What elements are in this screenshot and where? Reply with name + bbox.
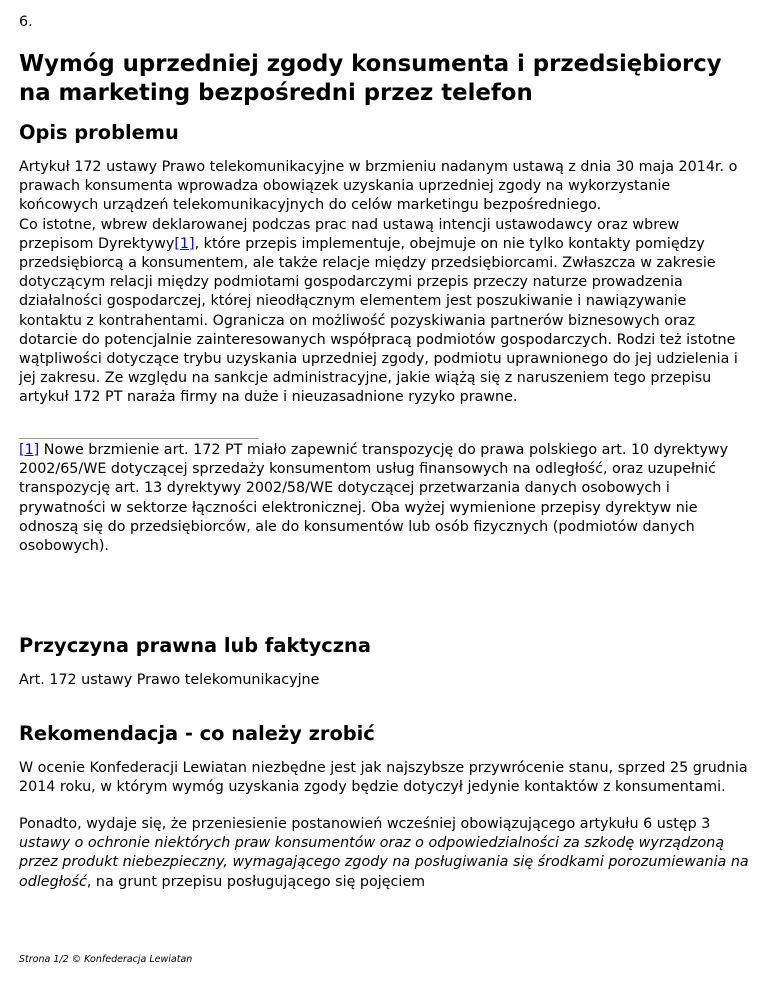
rec-text-2-italic: ustawy o ochronie niektórych praw konsumentów oraz o odpowiedzialności za szkodę wyrządzoną przez produkt niebezpieczny, wymagającego zgody na posługiwania się środkami porozumiewania na odległość	[19, 835, 749, 890]
recommendation-paragraph-1: W ocenie Konfederacji Lewiatan niezbędne jest jak najszybsze przywrócenie stanu, sprzed 25 grudnia 2014 roku, w którym wymóg uzyskania zgody będzie dotyczył jedynie kontaktów z konsumentami.	[19, 760, 748, 796]
footnote-ref-link[interactable]: [1]	[19, 442, 40, 458]
footnote	[19, 441, 749, 556]
page-footer: Strona 1/2 © Konfederacja Lewiatan	[19, 954, 193, 965]
heading-cause: Przyczyna prawna lub faktyczna	[19, 634, 371, 657]
heading-recommendation: Rekomendacja - co należy zrobić	[19, 722, 375, 745]
recommendation-paragraph-2	[19, 815, 749, 892]
page-title: Wymóg uprzedniej zgody konsumenta i przedsiębiorcy na marketing bezpośredni przez telefon	[19, 51, 722, 106]
heading-problem: Opis problemu	[19, 121, 179, 144]
problem-text-1: Artykuł 172 ustawy Prawo telekomunikacyjne w brzmieniu nadanym ustawą z dnia 30 maja 2014r. o prawach konsumenta wprowadza obowiązek uzyskania uprzedniej zgody na wykorzystanie końcowych urządzeń telekomunikacyjnych do celów marketingu bezpośredniego.	[19, 159, 738, 214]
problem-text-2a: Co istotne, wbrew deklarowanej podczas prac nad ustawą intencji ustawodawcy oraz wbrew przepisom Dyrektywy	[19, 216, 680, 252]
cause-text: Art. 172 ustawy Prawo telekomunikacyjne	[19, 672, 320, 688]
problem-text-2b: , które przepis implementuje, obejmuje on nie tylko kontakty pomiędzy przedsiębiorcą a konsumentem, ale także relacje między przedsiębiorcami. Zwłaszcza w zakresie dotyczącym relacji między podmiotami gospodarczymi przepis przeczy naturze prowadzenia działalności gospodarczej, której nieodłącznym elementem jest poszukiwanie i nawiązywanie kontaktu z kontrahentami. Ogranicza on możliwość pozyskiwania partnerów biznesowych oraz dotarcie do potencjalnie zainteresowanych współpracą podmiotów gospodarczych. Rodzi też istotne wątpliwości dotyczące trybu uzyskania uprzedniej zgody, podmiotu uprawnionego do jej udzielenia i jej zakresu. Ze względu na sankcje administracyjne, jakie wiążą się z naruszeniem tego przepisu artykuł 172 PT naraża firmy na duże i nieuzasadnione ryzyko prawne.	[19, 235, 738, 406]
rec-text-2b: , na grunt przepisu posługującego się pojęciem	[86, 873, 426, 890]
problem-paragraph	[19, 158, 749, 408]
footnote-link[interactable]: [1]	[174, 235, 195, 252]
rec-text-2a: Ponadto, wydaje się, że przeniesienie postanowień wcześniej obowiązującego artykułu 6 ustęp 3	[19, 816, 711, 832]
section-number: 6.	[19, 14, 33, 30]
footnote-text: Nowe brzmienie art. 172 PT miało zapewnić transpozycję do prawa polskiego art. 10 dyrektywy 2002/65/WE dotyczącej sprzedaży konsumentom usług finansowych na odległość, oraz uzupełnić transpozycję art. 13 dyrektywy 2002/58/WE dotyczącej przetwarzania danych osobowych i prywatności w sektorze łączności elektronicznej. Oba wyżej wymienione przepisy dyrektyw nie odnoszą się do przedsiębiorców, ale do konsumentów lub osób fizycznych (podmiotów danych osobowych).	[19, 442, 729, 555]
footnote-divider	[19, 438, 259, 439]
